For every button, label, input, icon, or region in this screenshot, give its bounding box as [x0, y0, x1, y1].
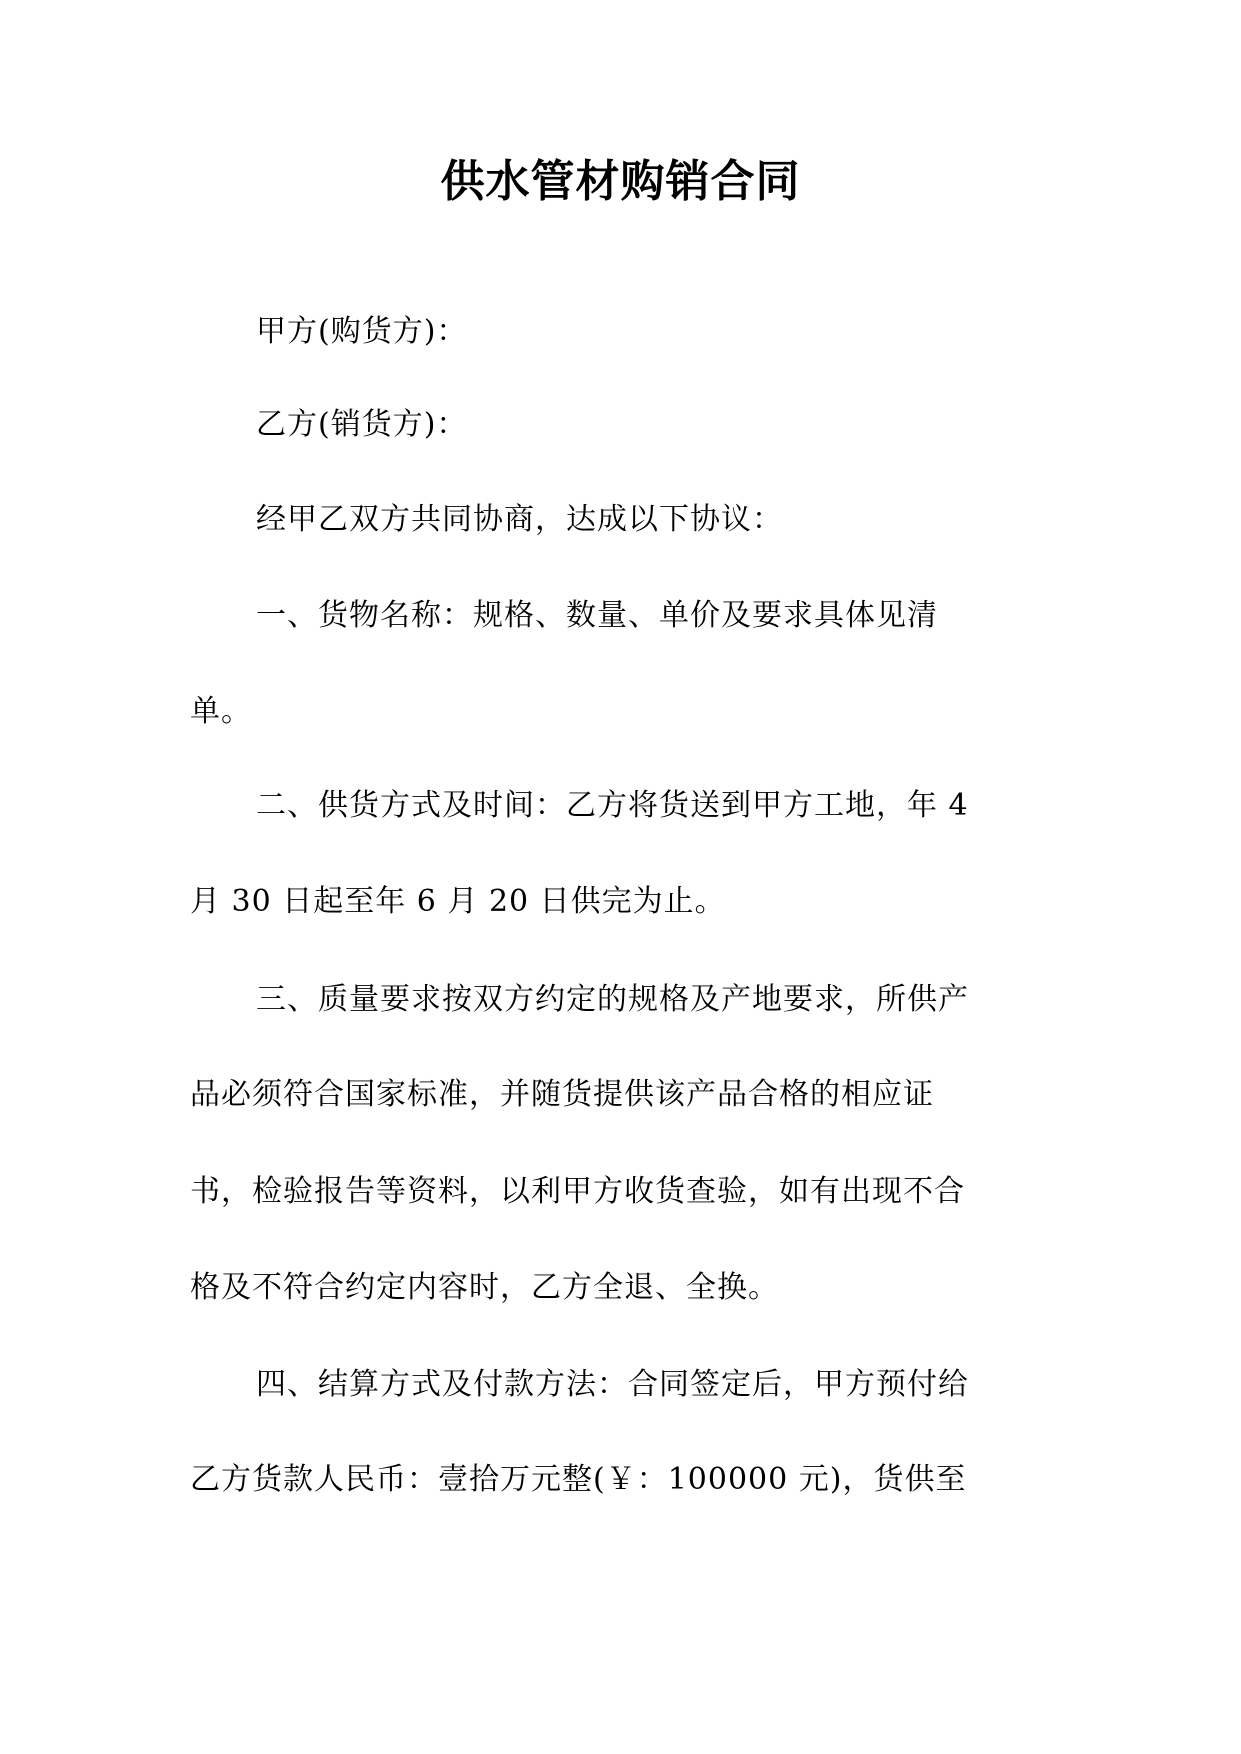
clause-4-line-2: 乙方货款人民币：壹拾万元整(￥：100000 元)，货供至: [190, 1462, 967, 1497]
clause-4-line-1: 四、结算方式及付款方法：合同签定后，甲方预付给: [256, 1367, 969, 1402]
clause-3-line-2: 品必须符合国家标准，并随货提供该产品合格的相应证: [190, 1077, 934, 1112]
clause-2-line-1: 二、供货方式及时间：乙方将货送到甲方工地，年 4: [256, 788, 969, 823]
clause-3-line-4: 格及不符合约定内容时，乙方全退、全换。: [190, 1270, 779, 1305]
clause-1-line-1: 一、货物名称：规格、数量、单价及要求具体见清: [256, 598, 938, 633]
clause-2-line-2: 月 30 日起至年 6 月 20 日供完为止。: [190, 884, 726, 919]
party-a-line: 甲方(购货方)：: [256, 314, 468, 349]
party-b-line: 乙方(销货方)：: [256, 407, 468, 442]
clause-1-line-2: 单。: [190, 694, 252, 729]
agreement-intro-line: 经甲乙双方共同协商，达成以下协议：: [256, 502, 783, 537]
clause-3-line-1: 三、质量要求按双方约定的规格及产地要求，所供产: [256, 982, 969, 1017]
clause-3-line-3: 书，检验报告等资料，以利甲方收货查验，如有出现不合: [190, 1174, 965, 1209]
document-title: 供水管材购销合同: [440, 156, 801, 207]
